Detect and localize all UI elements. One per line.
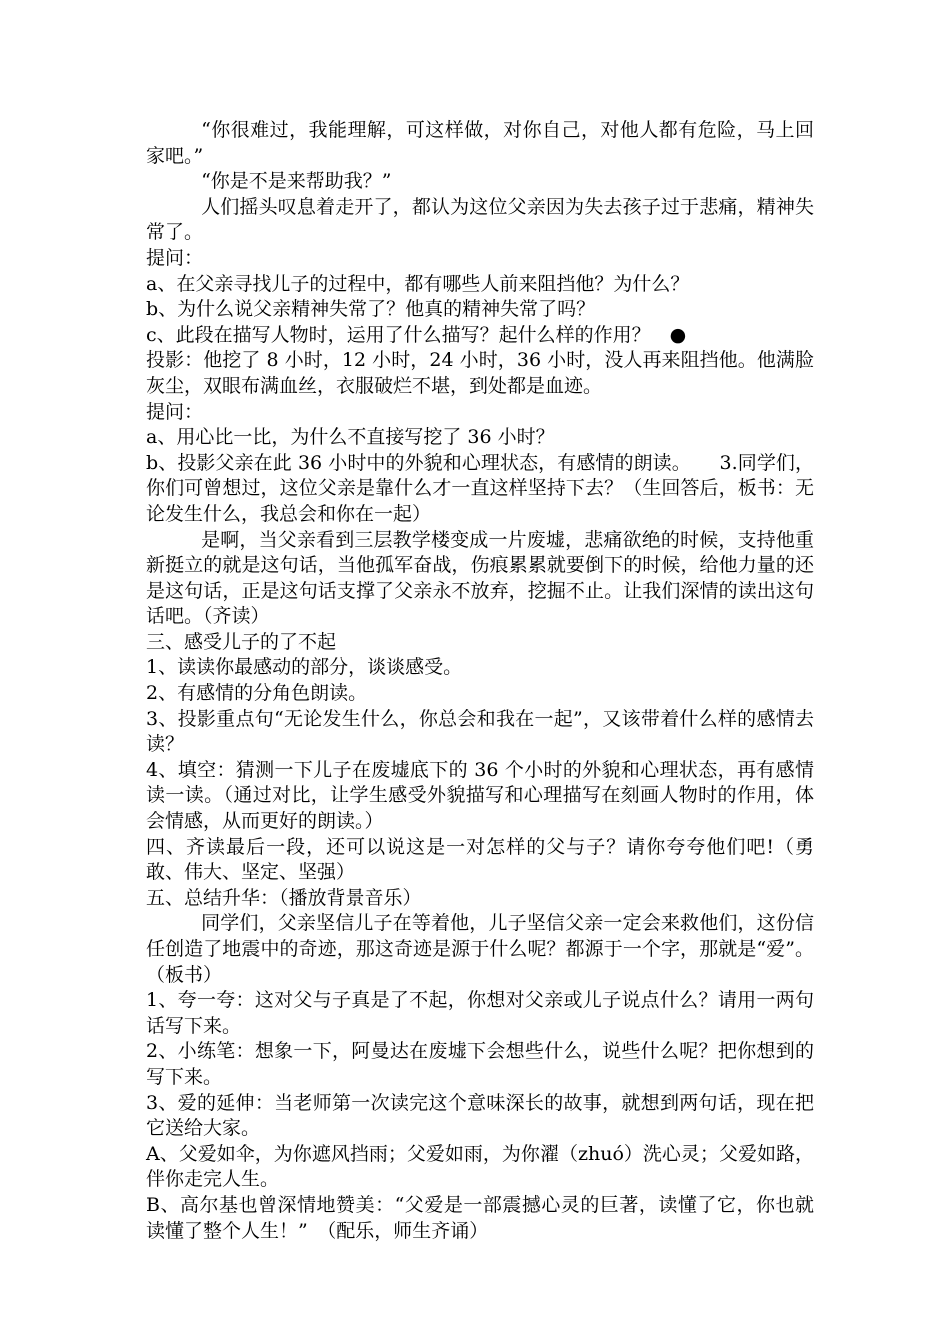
section-heading: 三、感受儿子的了不起	[146, 630, 337, 653]
section-heading: 五、总结升华：（播放背景音乐）	[146, 886, 422, 909]
paragraph: 2、有感情的分角色朗读。	[146, 682, 368, 705]
paragraph: 3、爱的延伸：当老师第一次读完这个意味深长的故事，就想到两句话，现在把它送给大家。	[146, 1091, 814, 1140]
paragraph: A、父爱如伞，为你遮风挡雨；父爱如雨，为你濯（zhuó）洗心灵；父爱如路，伴你走完人生。	[146, 1142, 814, 1191]
paragraph: 提问：	[146, 400, 204, 423]
paragraph: b、为什么说父亲精神失常了？他真的精神失常了吗？	[146, 298, 596, 321]
paragraph: 1、夸一夸：这对父与子真是了不起，你想对父亲或儿子说点什么？请用一两句话写下来。	[146, 989, 814, 1037]
paragraph: a、用心比一比，为什么不直接写挖了 36 小时？	[146, 426, 555, 449]
paragraph: 人们摇头叹息着走开了，都认为这位父亲因为失去孩子过于悲痛，精神失常了。	[146, 195, 814, 244]
paragraph: “你很难过，我能理解，可这样做，对你自己，对他人都有危险，马上回家吧。”	[146, 119, 814, 167]
document-page	[146, 118, 814, 1244]
paragraph: “你是不是来帮助我？”	[201, 170, 392, 193]
section-heading: 四、齐读最后一段，还可以说这是一对怎样的父与子？请你夸夸他们吧!（勇敢、伟大、坚定、坚强）	[146, 835, 814, 884]
paragraph: c、此段在描写人物时，运用了什么描写？起什么样的作用？ ●	[146, 323, 687, 346]
paragraph: 投影：他挖了 8 小时，12 小时，24 小时，36 小时，没人再来阻挡他。他满脸灰尘，双眼布满血丝，衣服破烂不堪，到处都是血迹。	[146, 349, 814, 397]
paragraph: 同学们，父亲坚信儿子在等着他，儿子坚信父亲一定会来救他们，这份信任创造了地震中的奇迹，那这奇迹是源于什么呢？都源于一个字，那就是“爱”。（板书）	[146, 912, 814, 986]
paragraph: 提问：	[146, 246, 204, 269]
paragraph: B、高尔基也曾深情地赞美：“父爱是一部震撼心灵的巨著，读懂了它，你也就读懂了整个人生！” （配乐，师生齐诵）	[146, 1193, 814, 1242]
paragraph: 1、读读你最感动的部分，谈谈感受。	[146, 656, 463, 679]
paragraph: 3、投影重点句“无论发生什么，你总会和我在一起”，又该带着什么样的感情去读？	[146, 707, 814, 756]
paragraph: 2、小练笔：想象一下，阿曼达在废墟下会想些什么，说些什么呢？把你想到的写下来。	[146, 1040, 814, 1088]
paragraph: 4、填空：猜测一下儿子在废墟底下的 36 个小时的外貌和心理状态，再有感情读一读。（通过对比，让学生感受外貌描写和心理描写在刻画人物时的作用，体会情感，从而更好的朗读。）	[146, 758, 814, 833]
paragraph: 是啊，当父亲看到三层教学楼变成一片废墟，悲痛欲绝的时候，支持他重新挺立的就是这句话，当他孤军奋战，伤痕累累就要倒下的时候，给他力量的还是这句话，正是这句话支撑了父亲永不放弃，挖掘不止。让我们深情的读出这句话吧。（齐读）	[146, 528, 814, 628]
paragraph: b、投影父亲在此 36 小时中的外貌和心理状态，有感情的朗读。 3.同学们，你们可曾想过，这位父亲是靠什么才一直这样坚持下去？（生回答后，板书：无论发生什么，我总会和你在一起）	[146, 451, 814, 525]
paragraph: a、在父亲寻找儿子的过程中，都有哪些人前来阻挡他？为什么？	[146, 272, 690, 295]
